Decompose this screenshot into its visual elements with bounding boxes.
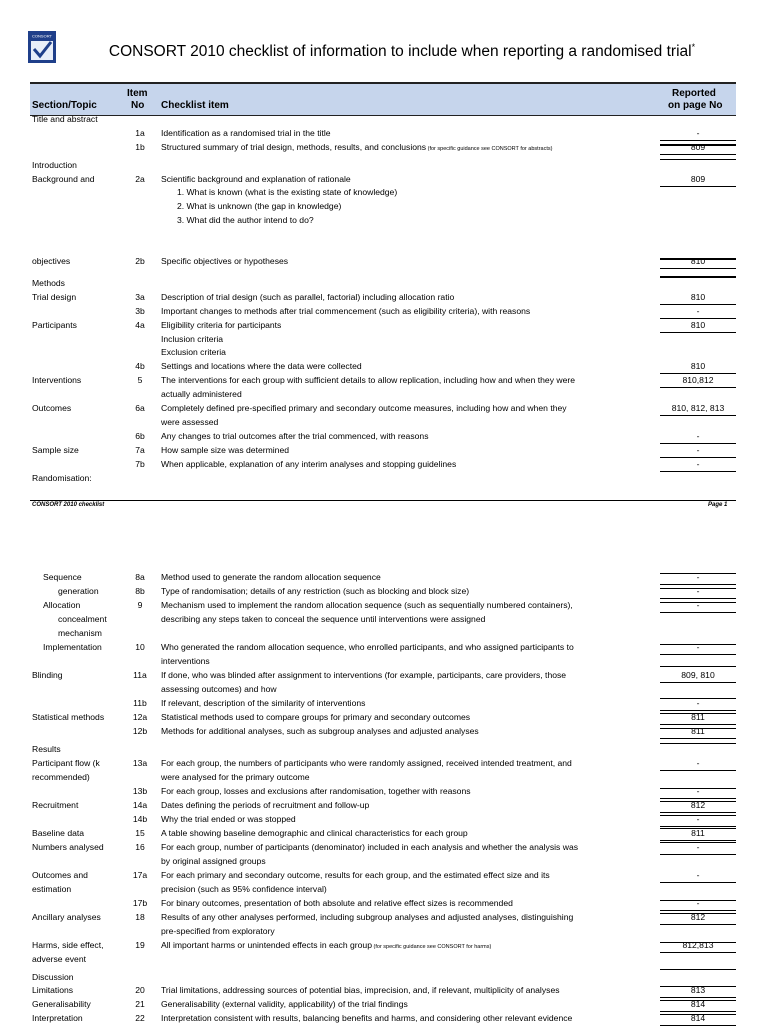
- answer-rule: [660, 698, 736, 699]
- page-title: [68, 38, 736, 61]
- logo-text: CONSORT: [32, 33, 52, 39]
- row-section: Outcomes: [32, 403, 72, 413]
- row-section: Recruitment: [32, 800, 79, 810]
- reported-page-rule: [660, 854, 736, 855]
- row-checklist-text: [161, 911, 573, 924]
- checklist-item-text: Results of any other analyses performed, including subgroup analyses and adjusted analyses, distinguishing: [161, 912, 574, 922]
- row-checklist-text: [161, 757, 572, 770]
- checklist-item-text: Exclusion criteria: [161, 347, 226, 357]
- checklist-item-text: Generalisability (external validity, applicability) of the trial findings: [161, 999, 408, 1009]
- answer-rule: [660, 276, 736, 278]
- reported-page: -: [696, 459, 700, 469]
- row-section: Implementation: [43, 642, 102, 652]
- reported-page: 810: [690, 361, 706, 371]
- row-item-number: 10: [135, 642, 145, 652]
- reported-page: -: [696, 572, 700, 582]
- answer-rule: [660, 815, 736, 816]
- checklist-item-text: Why the trial ended or was stopped: [161, 814, 296, 824]
- header-checklist: Checklist item: [161, 100, 229, 111]
- row-item-number: 4b: [135, 361, 145, 371]
- row-section: generation: [58, 586, 99, 596]
- reported-page: -: [696, 431, 700, 441]
- row-item-number: 2b: [135, 256, 145, 266]
- checklist-item-text: The interventions for each group with sufficient details to allow replication, including how and when they were: [161, 375, 576, 385]
- row-checklist-text: [177, 186, 397, 199]
- checklist-item-text: Mechanism used to implement the random allocation sequence (such as sequentially numbered containers),: [161, 600, 573, 610]
- row-checklist-text: [161, 883, 327, 896]
- checklist-item-text: assessing outcomes) and how: [161, 684, 277, 694]
- answer-rule: [660, 986, 736, 987]
- checklist-item-text: How sample size was determined: [161, 445, 290, 455]
- checklist-item-text: For binary outcomes, presentation of both absolute and relative effect sizes is recommended: [161, 898, 513, 908]
- row-checklist-text: [161, 388, 242, 401]
- reported-page-rule: [660, 332, 736, 333]
- answer-rule: [660, 644, 736, 645]
- reported-page-rule: [660, 471, 736, 472]
- reported-page: -: [696, 758, 700, 768]
- checklist-item-text: For each group, losses and exclusions after randomisation, together with reasons: [161, 786, 471, 796]
- row-checklist-text: [161, 305, 530, 318]
- guidance-note: (for specific guidance see CONSORT for abstracts): [426, 146, 553, 152]
- row-item-number: 3a: [135, 292, 145, 302]
- row-checklist-text: [161, 141, 552, 156]
- row-item-number: 15: [135, 828, 145, 838]
- reported-page: 813: [690, 985, 706, 995]
- reported-page: 811: [691, 726, 705, 736]
- row-checklist-text: [161, 402, 567, 415]
- row-checklist-text: [161, 291, 454, 304]
- row-checklist-text: [161, 571, 381, 584]
- row-checklist-text: [161, 599, 573, 612]
- row-section: Interventions: [32, 375, 82, 385]
- row-section: objectives: [32, 256, 71, 266]
- checklist-item-text: For each group, number of participants (denominator) included in each analysis and whether the analysis was: [161, 842, 579, 852]
- reported-page: -: [696, 642, 700, 652]
- header-item: Item: [127, 88, 148, 99]
- row-item-number: 13b: [132, 786, 148, 796]
- header-on-page: on page No: [668, 100, 723, 111]
- row-checklist-text: [161, 799, 369, 812]
- row-section: adverse event: [32, 954, 86, 964]
- row-checklist-text: [161, 813, 296, 826]
- row-section: estimation: [32, 884, 72, 894]
- answer-rule: [660, 602, 736, 603]
- row-section: Numbers analysed: [32, 842, 104, 852]
- checklist-item-text: pre-specified from exploratory: [161, 926, 275, 936]
- reported-page-rule: [660, 738, 736, 739]
- checklist-item-text: A table showing baseline demographic and clinical characteristics for each group: [161, 828, 468, 838]
- consort-logo: [28, 31, 56, 63]
- answer-rule: [660, 828, 736, 829]
- row-item-number: 4a: [135, 320, 145, 330]
- title-mark: *: [691, 42, 696, 52]
- answer-rule: [660, 159, 736, 160]
- row-checklist-text: [177, 200, 341, 213]
- answer-rule: [660, 1000, 736, 1001]
- row-section: Harms, side effect,: [32, 940, 104, 950]
- checklist-item-text: Interpretation consistent with results, balancing benefits and harms, and considering other relevant evidence: [161, 1013, 573, 1023]
- row-checklist-text: [161, 641, 574, 654]
- checklist-item-text: 2. What is unknown (the gap in knowledge): [177, 201, 342, 211]
- checklist-item-text: 3. What did the author intend to do?: [177, 215, 314, 225]
- answer-rule: [660, 900, 736, 901]
- checklist-item-text: Trial limitations, addressing sources of potential bias, imprecision, and, if relevant, multiplicity of analyses: [161, 985, 560, 995]
- reported-page: 812: [690, 800, 706, 810]
- checklist-item-text: Method used to generate the random allocation sequence: [161, 572, 381, 582]
- row-item-number: 16: [135, 842, 145, 852]
- reported-page: -: [696, 445, 700, 455]
- checklist-item-text: Statistical methods used to compare groups for primary and secondary outcomes: [161, 712, 471, 722]
- row-checklist-text: [161, 1012, 572, 1025]
- row-item-number: 6a: [135, 403, 145, 413]
- row-checklist-text: [161, 430, 429, 443]
- row-section: Statistical methods: [32, 712, 105, 722]
- checklist-item-text: Dates defining the periods of recruitment and follow-up: [161, 800, 370, 810]
- row-section: Sample size: [32, 445, 79, 455]
- row-checklist-text: [161, 173, 351, 186]
- row-item-number: 18: [135, 912, 145, 922]
- row-section: Randomisation:: [32, 473, 92, 483]
- checklist-item-text: were analysed for the primary outcome: [161, 772, 310, 782]
- row-item-number: 3b: [135, 306, 145, 316]
- row-section: Participant flow (k: [32, 758, 100, 768]
- row-item-number: 1b: [135, 142, 145, 152]
- row-checklist-text: [161, 841, 578, 854]
- footer-left: CONSORT 2010 checklist: [32, 502, 105, 508]
- reported-page-rule: [660, 415, 736, 416]
- row-checklist-text: [161, 897, 513, 910]
- row-checklist-text: [161, 416, 218, 429]
- reported-page: -: [696, 842, 700, 852]
- row-checklist-text: [161, 925, 275, 938]
- row-checklist-text: [161, 697, 365, 710]
- row-item-number: 14a: [132, 800, 148, 810]
- footer-rule: [30, 500, 736, 501]
- row-item-number: 22: [135, 1013, 145, 1023]
- reported-page: 812: [690, 912, 706, 922]
- reported-page-rule: [660, 186, 736, 187]
- row-item-number: 12b: [132, 726, 148, 736]
- row-item-number: 5: [137, 375, 143, 385]
- answer-rule: [660, 573, 736, 574]
- row-checklist-text: [161, 127, 331, 140]
- checklist-item-text: For each group, the numbers of participants who were randomly assigned, received intended treatment, and: [161, 758, 572, 768]
- checklist-item-text: Type of randomisation; details of any restriction (such as blocking and block size): [161, 586, 470, 596]
- row-section: Baseline data: [32, 828, 85, 838]
- title-text: CONSORT 2010 checklist of information to include when reporting a randomised trial: [108, 43, 692, 61]
- row-checklist-text: [177, 214, 314, 227]
- checklist-item-text: describing any steps taken to conceal the sequence until interventions were assigned: [161, 614, 486, 624]
- header-no: No: [131, 100, 145, 111]
- checklist-item-text: Methods for additional analyses, such as subgroup analyses and adjusted analyses: [161, 726, 479, 736]
- row-item-number: 7b: [135, 459, 145, 469]
- checklist-item-text: Completely defined pre-specified primary and secondary outcome measures, including how and when they: [161, 403, 567, 413]
- reported-page: 809: [690, 142, 706, 152]
- answer-rule: [660, 942, 736, 943]
- header-reported: Reported: [672, 88, 716, 99]
- row-item-number: 2a: [135, 174, 145, 184]
- reported-page: 811: [691, 712, 705, 722]
- row-section: Generalisability: [32, 999, 91, 1009]
- checklist-item-text: Specific objectives or hypotheses: [161, 256, 289, 266]
- checklist-item-text: precision (such as 95% confidence interval): [161, 884, 327, 894]
- checklist-item-text: Inclusion criteria: [161, 334, 224, 344]
- answer-rule: [660, 1014, 736, 1015]
- row-checklist-text: [161, 655, 210, 668]
- row-checklist-text: [161, 333, 223, 346]
- row-item-number: 8b: [135, 586, 145, 596]
- row-checklist-text: [161, 998, 408, 1011]
- footer-right: Page 1: [708, 502, 728, 508]
- row-checklist-text: [161, 711, 470, 724]
- row-checklist-text: [161, 255, 288, 268]
- checklist-item-text: When applicable, explanation of any interim analyses and stopping guidelines: [161, 459, 457, 469]
- answer-rule: [660, 258, 736, 260]
- row-item-number: 12a: [132, 712, 148, 722]
- reported-page-rule: [660, 952, 736, 953]
- row-item-number: 8a: [135, 572, 145, 582]
- guidance-note: (for specific guidance see CONSORT for harms): [372, 944, 492, 950]
- reported-page-rule: [660, 387, 736, 388]
- row-section: concealment: [58, 614, 107, 624]
- row-checklist-text: [161, 585, 469, 598]
- row-checklist-text: [161, 771, 310, 784]
- row-item-number: 21: [135, 999, 145, 1009]
- reported-page: 810: [690, 256, 706, 266]
- reported-page: 812,813: [682, 940, 714, 950]
- checklist-item-text: Eligibility criteria for participants: [161, 320, 282, 330]
- row-section: Sequence: [43, 572, 82, 582]
- checklist-item-text: were assessed: [161, 417, 219, 427]
- checklist-item-text: If done, who was blinded after assignment to interventions (for example, participants, care providers, those: [161, 670, 567, 680]
- reported-page-rule: [660, 654, 736, 655]
- row-item-number: 13a: [132, 758, 148, 768]
- reported-page: -: [696, 128, 700, 138]
- reported-page: 814: [690, 999, 706, 1009]
- checklist-item-text: Any changes to trial outcomes after the trial commenced, with reasons: [161, 431, 429, 441]
- checklist-item-text: Description of trial design (such as parallel, factorial) including allocation ratio: [161, 292, 455, 302]
- row-checklist-text: [161, 869, 550, 882]
- answer-rule: [660, 144, 736, 146]
- row-item-number: 1a: [135, 128, 145, 138]
- answer-rule: [660, 743, 736, 744]
- row-checklist-text: [161, 613, 485, 626]
- row-checklist-text: [161, 458, 456, 471]
- row-checklist-text: [161, 669, 566, 682]
- checklist-item-text: All important harms or unintended effects in each group: [161, 940, 372, 950]
- reported-page: 811: [691, 828, 705, 838]
- answer-rule: [660, 713, 736, 714]
- row-checklist-text: [161, 725, 479, 738]
- row-checklist-text: [161, 360, 362, 373]
- row-checklist-text: [161, 939, 491, 954]
- row-section: Introduction: [32, 160, 77, 170]
- row-checklist-text: [161, 827, 468, 840]
- row-section: Background and: [32, 174, 95, 184]
- row-item-number: 9: [137, 600, 143, 610]
- row-checklist-text: [161, 346, 226, 359]
- row-checklist-text: [161, 855, 266, 868]
- row-item-number: 11b: [133, 698, 147, 708]
- row-item-number: 14b: [132, 814, 148, 824]
- checklist-item-text: Scientific background and explanation of rationale: [161, 174, 351, 184]
- reported-page-rule: [660, 882, 736, 883]
- reported-page: 809, 810: [681, 670, 715, 680]
- answer-rule: [660, 588, 736, 589]
- row-section: Limitations: [32, 985, 74, 995]
- checklist-item-text: Identification as a randomised trial in the title: [161, 128, 331, 138]
- reported-page: 810: [690, 320, 706, 330]
- answer-rule: [660, 969, 736, 970]
- checklist-item-text: actually administered: [161, 389, 242, 399]
- checklist-item-text: by original assigned groups: [161, 856, 266, 866]
- reported-page-rule: [660, 268, 736, 269]
- row-section: Trial design: [32, 292, 77, 302]
- row-section: Participants: [32, 320, 77, 330]
- row-item-number: 17a: [132, 870, 148, 880]
- reported-page: 814: [690, 1013, 706, 1023]
- checklist-item-text: Who generated the random allocation sequence, who enrolled participants, and who assigned participants to: [161, 642, 574, 652]
- answer-rule: [660, 842, 736, 843]
- checklist-item-text: If relevant, description of the similarity of interventions: [161, 698, 366, 708]
- reported-page-rule: [660, 154, 736, 155]
- reported-page: -: [696, 586, 700, 596]
- row-item-number: 20: [135, 985, 145, 995]
- row-item-number: 19: [135, 940, 145, 950]
- reported-page: 810,812: [682, 375, 714, 385]
- row-section: Ancillary analyses: [32, 912, 101, 922]
- row-section: Methods: [32, 278, 65, 288]
- checklist-item-text: For each primary and secondary outcome, results for each group, and the estimated effect size and its: [161, 870, 550, 880]
- row-item-number: 7a: [135, 445, 145, 455]
- checklist-item-text: 1. What is known (what is the existing state of knowledge): [177, 187, 398, 197]
- reported-page-rule: [660, 924, 736, 925]
- reported-page: -: [696, 898, 700, 908]
- reported-page: -: [696, 814, 700, 824]
- row-section: recommended): [32, 772, 90, 782]
- checklist-item-text: Important changes to methods after trial commencement (such as eligibility criteria), with reasons: [161, 306, 531, 316]
- row-section: Blinding: [32, 670, 63, 680]
- answer-rule: [660, 801, 736, 802]
- row-item-number: 17b: [132, 898, 148, 908]
- row-checklist-text: [161, 683, 277, 696]
- row-item-number: 6b: [135, 431, 145, 441]
- reported-page-rule: [660, 770, 736, 771]
- checklist-item-text: Settings and locations where the data were collected: [161, 361, 362, 371]
- answer-rule: [660, 788, 736, 789]
- row-checklist-text: [161, 374, 575, 387]
- row-section: Allocation: [43, 600, 81, 610]
- reported-page: 809: [690, 174, 706, 184]
- row-section: Title and abstract: [32, 114, 98, 124]
- answer-rule: [660, 666, 736, 667]
- reported-page: 810, 812, 813: [671, 403, 725, 413]
- row-section: Discussion: [32, 972, 74, 982]
- reported-page-rule: [660, 682, 736, 683]
- reported-page: -: [696, 306, 700, 316]
- reported-page-rule: [660, 612, 736, 613]
- row-checklist-text: [161, 984, 560, 997]
- checklist-item-text: interventions: [161, 656, 210, 666]
- checklist-item-text: Structured summary of trial design, methods, results, and conclusions: [161, 142, 427, 152]
- header-section: Section/Topic: [32, 100, 97, 111]
- row-section: mechanism: [58, 628, 102, 638]
- reported-page: 810: [690, 292, 706, 302]
- row-section: Interpretation: [32, 1013, 83, 1023]
- answer-rule: [660, 728, 736, 729]
- reported-page: -: [696, 870, 700, 880]
- reported-page: -: [696, 698, 700, 708]
- row-section: Outcomes and: [32, 870, 88, 880]
- row-item-number: 11a: [133, 670, 147, 680]
- reported-page: -: [696, 600, 700, 610]
- reported-page: -: [696, 786, 700, 796]
- row-checklist-text: [161, 444, 289, 457]
- row-checklist-text: [161, 785, 471, 798]
- answer-rule: [660, 913, 736, 914]
- row-checklist-text: [161, 319, 281, 332]
- row-section: Results: [32, 744, 61, 754]
